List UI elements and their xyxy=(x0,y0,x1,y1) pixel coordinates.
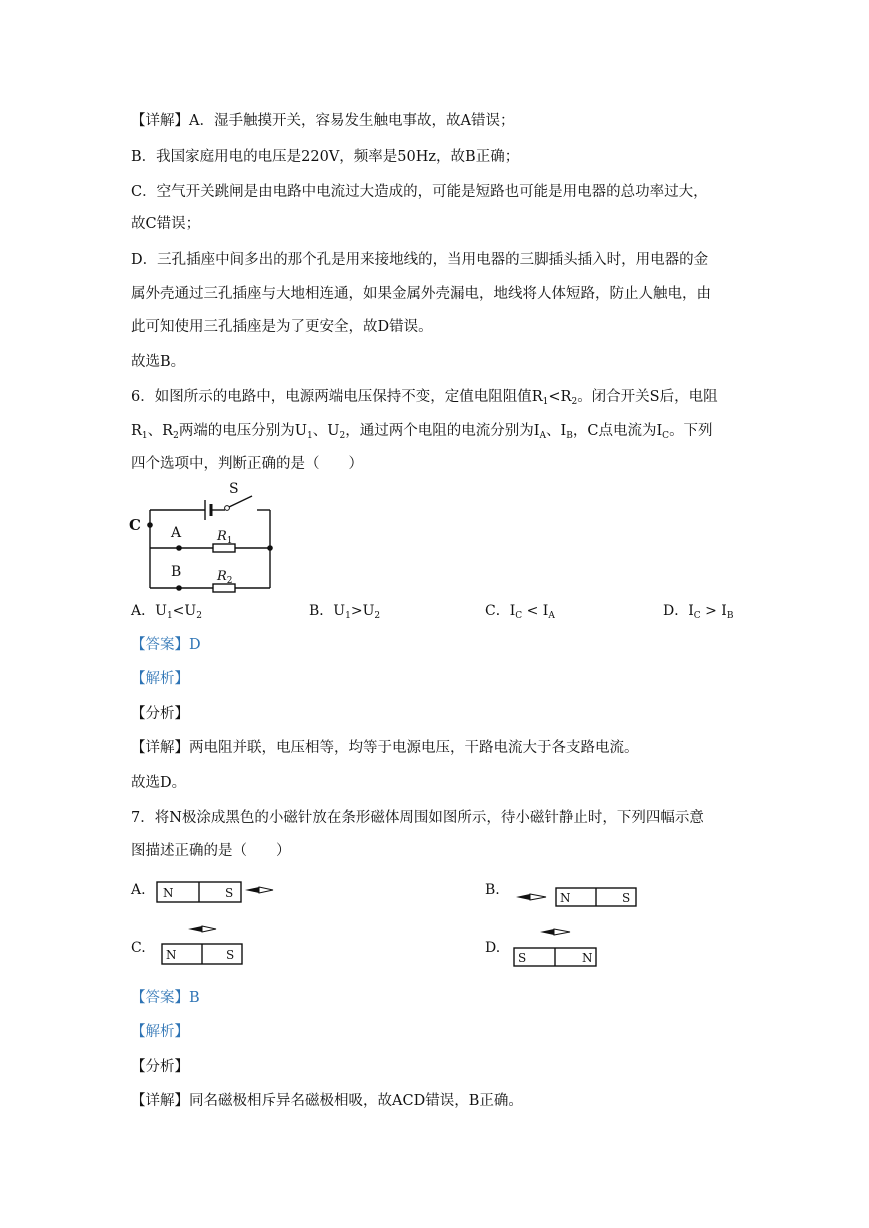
svg-text:N: N xyxy=(582,951,593,965)
question-7-line-1: 7．将N极涂成黑色的小磁针放在条形磁体周围如图所示，待小磁针静止时，下列四幅示意 xyxy=(131,810,704,826)
option-c: C．$I_C < I_A$ xyxy=(485,603,555,621)
node-a-label: A xyxy=(171,525,182,541)
magnet-option-c-label: C. xyxy=(131,940,146,956)
text-line: D．三孔插座中间多出的那个孔是用来接地线的，当用电器的三脚插头插入时，用电器的金 xyxy=(131,252,709,268)
magnet-option-b-label: B. xyxy=(485,882,500,898)
svg-text:N: N xyxy=(163,886,174,900)
switch-label: S xyxy=(229,481,239,497)
magnet-option-c xyxy=(158,922,253,970)
svg-text:S: S xyxy=(225,886,234,900)
option-d: D．$I_C > I_B$ xyxy=(663,603,734,621)
svg-text:N: N xyxy=(166,948,177,962)
svg-text:S: S xyxy=(622,891,631,905)
svg-text:S: S xyxy=(226,948,235,962)
detail-text-7: 【详解】同名磁极相斥异名磁极相吸，故ACD错误，B正确。 xyxy=(131,1093,523,1109)
analysis-label-7: 【解析】 xyxy=(131,1024,189,1040)
answer-label: 【答案】D xyxy=(131,637,201,653)
magnet-option-d-label: D. xyxy=(485,940,501,956)
question-7-line-2: 图描述正确的是（ ） xyxy=(131,843,291,859)
text-line: 此可知使用三孔插座是为了更安全，故D错误。 xyxy=(131,319,433,335)
text-line: B．我国家庭用电的电压是220V，频率是50Hz，故B正确； xyxy=(131,149,520,165)
analysis-label: 【解析】 xyxy=(131,671,189,687)
question-6-line-3: 四个选项中，判断正确的是（ ） xyxy=(131,456,363,472)
svg-text:S: S xyxy=(518,951,527,965)
text-line: 属外壳通过三孔插座与大地相连通，如果金属外壳漏电，地线将人体短路，防止人触电，由 xyxy=(131,286,711,302)
r1-label: $R_1$ xyxy=(217,529,233,546)
text-line: 故选B。 xyxy=(131,354,186,370)
text-line: 故C错误； xyxy=(131,216,201,232)
question-6-line-1: 6．如图所示的电路中，电源两端电压保持不变，定值电阻阻值$R_1<R_2$。闭合开关S后，电阻 xyxy=(131,389,718,407)
magnet-option-a-label: A. xyxy=(131,882,146,898)
breakdown-label: 【分析】 xyxy=(131,706,189,722)
node-c-label: C xyxy=(129,516,141,534)
magnet-option-a xyxy=(155,878,280,908)
answer-label-7: 【答案】B xyxy=(131,990,200,1006)
option-a: A．$U_1<U_2$ xyxy=(131,603,202,621)
magnet-option-b xyxy=(512,884,642,914)
question-6-line-2: $R_1$、$R_2$两端的电压分别为$U_1$、$U_2$，通过两个电阻的电流分别为$I_A$、$I_B$，C点电流为$I_C$。下列 xyxy=(131,423,713,441)
circuit-diagram xyxy=(125,478,285,598)
option-b: B．$U_1>U_2$ xyxy=(309,603,381,621)
detail-text: 【详解】两电阻并联，电压相等，均等于电源电压，干路电流大于各支路电流。 xyxy=(131,740,639,756)
magnet-option-d xyxy=(510,922,605,970)
text-line: 【详解】A．湿手触摸开关，容易发生触电事故，故A错误； xyxy=(131,113,515,129)
r2-label: $R_2$ xyxy=(217,569,233,586)
breakdown-label-7: 【分析】 xyxy=(131,1059,189,1075)
svg-text:N: N xyxy=(560,891,571,905)
node-b-label: B xyxy=(171,564,182,580)
selection-text: 故选D。 xyxy=(131,775,187,791)
text-line: C．空气开关跳闸是由电路中电流过大造成的，可能是短路也可能是用电器的总功率过大， xyxy=(131,184,708,200)
